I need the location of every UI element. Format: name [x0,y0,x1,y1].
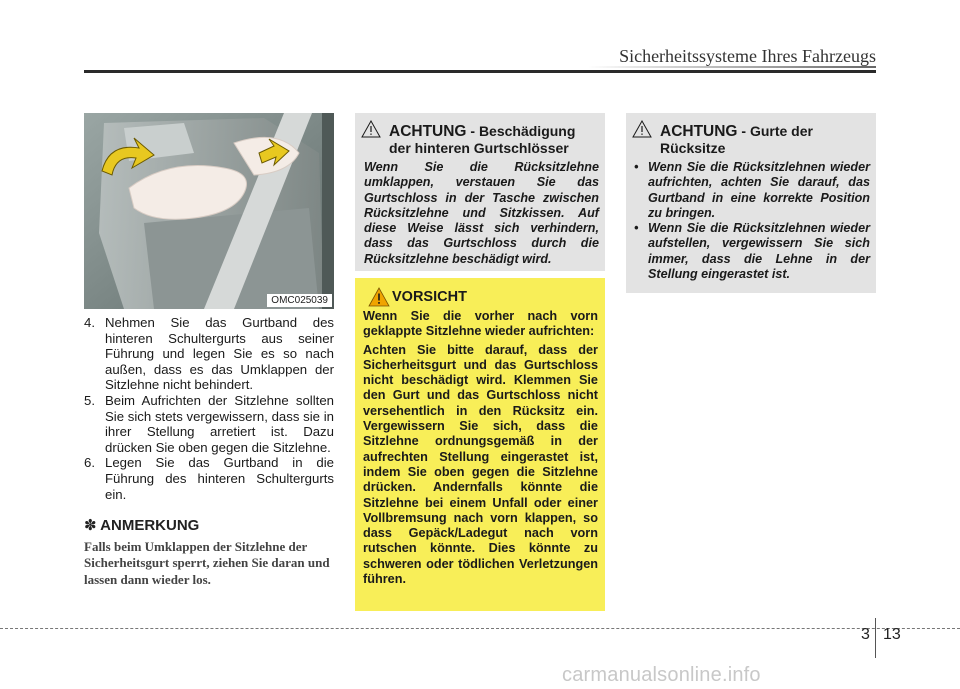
warning1-title: ACHTUNG - Beschädigung der hinteren Gurtschlösser [389,123,576,156]
chapter-number: 3 [861,626,870,643]
footer-rule [0,628,960,629]
page-number: 13 [883,626,901,643]
figure-caption: OMC025039 [267,294,332,307]
page-number-separator [875,618,876,658]
step-item: 5. Beim Aufrichten der Sitzlehne sollten Sie sich stets vergewissern, dass sie in ihrer Stellung arretiert ist. Dazu drücken Sie oben gegen die Sitzlehne. [84,392,334,455]
warning1-body: Wenn Sie die Rücksitzlehne umklappen, verstauen Sie das Gurtschloss in der Tasche zwischen Rücksitzlehne und Sitzkissen. Auf diese Weise lässt sich verhindern, dass das Gurtschloss durch die Rücksitzlehne beschädigt wird. [364,160,599,266]
list-item: • Wenn Sie die Rücksitzlehnen wieder aufstellen, vergewissern Sie sich immer, dass die Lehne in der Stellung eingerastet ist. [634,221,870,282]
watermark: carmanualsonline.info [562,664,761,686]
step-item: 4. Nehmen Sie das Gurtband des hinteren Schultergurts aus seiner Führung und legen Sie es so nach außen, dass es das Umklappen der Sitzlehne nicht behindert. [84,315,334,393]
note-body: Falls beim Umklappen der Sitzlehne der Sicherheitsgurt sperrt, ziehen Sie daran und lassen dann wieder los. [84,539,330,587]
seat-illustration [84,113,334,309]
warning-triangle-icon [361,120,381,138]
note-heading: ✽ ANMERKUNG [84,517,200,534]
warning2-title: ACHTUNG - Gurte der Rücksitze [660,123,813,156]
header-rule [84,70,876,73]
header-rule-accent [588,66,876,68]
caution-triangle-icon [368,287,390,307]
caution-body: Wenn Sie die vorher nach vorn geklappte Sitzlehne wieder aufrichten: Achten Sie bitte darauf, dass der Sicherheitsgurt und das Gurtschloss nicht beschädigt wird. Klemmen Sie den Gurt und das Gurtschloss nicht versehentlich in den Rücksitz ein. Vergewissern Sie sich, dass die Sitzlehne ordnungsgemäß in der aufrechten Stellung eingerastet ist, indem Sie oben gegen die Sitzlehne drücken. Andernfalls könnte die Sitzlehne bei einem Unfall oder einer Vollbremsung nach vorn klappen, so dass Gepäck/Ladegut nach vorn rutschen könnte. Dies könnte zu schweren oder tödlichen Verletzungen führen. [363,309,598,587]
step-item: 6. Legen Sie das Gurtband in die Führung des hinteren Schultergurts ein. [84,455,334,502]
warning2-list [634,160,870,282]
list-item: • Wenn Sie die Rücksitzlehnen wieder aufrichten, achten Sie darauf, das Gurtband in eine korrekte Position zu bringen. [634,160,870,220]
page-header-title: Sicherheitssysteme Ihres Fahrzeugs [619,46,876,66]
warning-triangle-icon [632,120,652,138]
instruction-steps [84,315,334,502]
caution-title: VORSICHT [392,289,467,305]
seat-belt-illustration [84,113,334,309]
